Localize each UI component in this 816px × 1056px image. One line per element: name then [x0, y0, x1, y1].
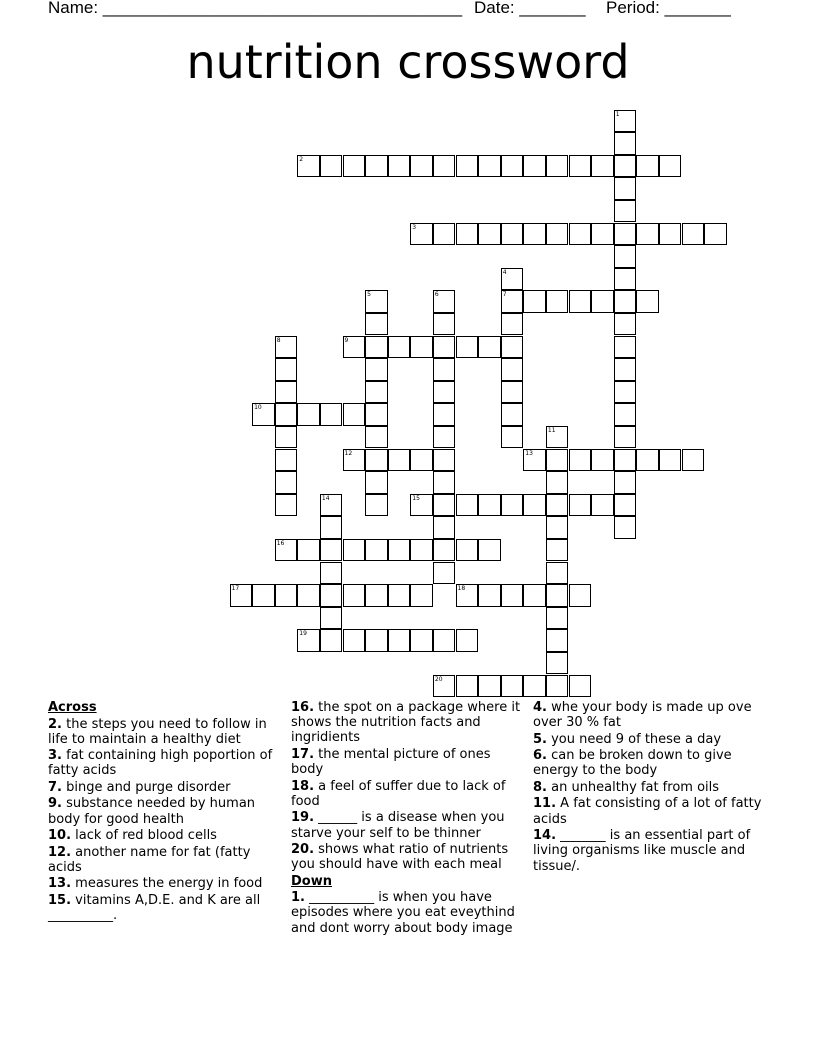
clue-number: 15. — [48, 892, 72, 908]
crossword-cell[interactable] — [591, 449, 614, 472]
crossword-cell[interactable] — [365, 403, 388, 426]
clue-text: you need 9 of these a day — [546, 731, 722, 747]
clue-text: the mental picture of ones body — [291, 746, 491, 778]
clue-item — [533, 748, 765, 778]
crossword-cell[interactable] — [275, 584, 298, 607]
crossword-cell[interactable] — [591, 290, 614, 313]
crossword-cell[interactable] — [433, 403, 456, 426]
crossword-cell[interactable] — [682, 449, 705, 472]
crossword-cell[interactable] — [614, 336, 637, 359]
crossword-cell[interactable] — [591, 155, 614, 178]
crossword-cell[interactable] — [569, 449, 592, 472]
crossword-cell[interactable] — [501, 358, 524, 381]
crossword-cell[interactable] — [410, 584, 433, 607]
crossword-cell[interactable] — [365, 336, 388, 359]
crossword-cell[interactable] — [365, 426, 388, 449]
crossword-cell[interactable] — [456, 336, 479, 359]
clue-number: 9. — [48, 796, 62, 812]
crossword-cell[interactable] — [275, 539, 298, 562]
crossword-cell[interactable] — [614, 449, 637, 472]
crossword-cell[interactable] — [478, 494, 501, 517]
crossword-cell[interactable] — [591, 223, 614, 246]
crossword-cell[interactable] — [433, 494, 456, 517]
clue-item — [48, 717, 280, 747]
crossword-cell[interactable] — [410, 494, 433, 517]
crossword-cell[interactable] — [388, 155, 411, 178]
clue-number: 8 — [276, 336, 281, 344]
crossword-cell[interactable] — [433, 290, 456, 313]
clue-number: 3 — [412, 223, 417, 231]
clue-number: 17. — [291, 746, 315, 762]
crossword-cell[interactable] — [252, 584, 275, 607]
clue-text: fat containing high poportion of fatty acids — [48, 748, 273, 779]
crossword-cell[interactable] — [456, 155, 479, 178]
crossword-cell[interactable] — [523, 494, 546, 517]
clue-number: 13 — [525, 449, 533, 457]
crossword-cell[interactable] — [388, 449, 411, 472]
clue-number: 8. — [533, 779, 547, 795]
crossword-cell[interactable] — [636, 290, 659, 313]
clue-text: another name for fat (fatty acids — [48, 844, 251, 875]
crossword-cell[interactable] — [659, 449, 682, 472]
crossword-cell[interactable] — [614, 110, 637, 133]
crossword-cell[interactable] — [659, 223, 682, 246]
crossword-cell[interactable] — [501, 223, 524, 246]
crossword-cell[interactable] — [456, 494, 479, 517]
crossword-cell[interactable] — [614, 494, 637, 517]
crossword-cell[interactable] — [569, 584, 592, 607]
clue-number: 4 — [502, 268, 507, 276]
crossword-cell[interactable] — [523, 449, 546, 472]
crossword-cell[interactable] — [501, 313, 524, 336]
crossword-cell[interactable] — [501, 426, 524, 449]
clue-text: an unhealthy fat from oils — [546, 779, 720, 795]
crossword-cell[interactable] — [569, 155, 592, 178]
crossword-cell[interactable] — [546, 516, 569, 539]
crossword-cell[interactable] — [704, 223, 727, 246]
clue-number: 1. — [291, 890, 305, 906]
clue-number: 13. — [48, 876, 72, 892]
clue-item — [48, 893, 280, 923]
clue-item — [48, 845, 280, 875]
crossword-cell[interactable] — [456, 584, 479, 607]
clue-number: 11. — [533, 796, 557, 812]
clue-number: 14 — [321, 494, 330, 502]
clue-item — [533, 828, 765, 874]
clue-text: the steps you need to follow in life to maintain a healthy diet — [48, 716, 267, 747]
crossword-cell[interactable] — [546, 539, 569, 562]
clue-text: A fat consisting of a lot of fatty acids — [533, 796, 762, 827]
clues-column-3 — [533, 700, 765, 875]
crossword-cell[interactable] — [456, 629, 479, 652]
clue-item — [291, 747, 523, 777]
clue-text: substance needed by human body for good health — [48, 796, 256, 827]
crossword-cell[interactable] — [614, 200, 637, 223]
clue-item — [291, 890, 523, 936]
crossword-cell[interactable] — [569, 223, 592, 246]
crossword-cell[interactable] — [320, 539, 343, 562]
down-heading: Down — [291, 873, 332, 889]
crossword-cell[interactable] — [546, 290, 569, 313]
crossword-cell[interactable] — [546, 562, 569, 585]
crossword-cell[interactable] — [546, 223, 569, 246]
clues-column-2 — [291, 700, 523, 937]
crossword-cell[interactable] — [501, 381, 524, 404]
crossword-cell[interactable] — [320, 494, 343, 517]
crossword-cell[interactable] — [433, 381, 456, 404]
clue-item — [291, 842, 523, 872]
crossword-cell[interactable] — [343, 584, 366, 607]
crossword-cell[interactable] — [523, 290, 546, 313]
crossword-cell[interactable] — [659, 155, 682, 178]
clues-column-1 — [48, 700, 280, 925]
crossword-cell[interactable] — [546, 494, 569, 517]
crossword-cell[interactable] — [320, 155, 343, 178]
crossword-cell[interactable] — [343, 155, 366, 178]
crossword-cell[interactable] — [614, 313, 637, 336]
crossword-cell[interactable] — [614, 403, 637, 426]
crossword-cell[interactable] — [433, 675, 456, 698]
clue-item — [291, 779, 523, 809]
crossword-cell[interactable] — [343, 336, 366, 359]
crossword-cell[interactable] — [614, 268, 637, 291]
crossword-cell[interactable] — [501, 584, 524, 607]
crossword-cell[interactable] — [410, 449, 433, 472]
crossword-cell[interactable] — [365, 358, 388, 381]
crossword-cell[interactable] — [343, 449, 366, 472]
crossword-cell[interactable] — [614, 471, 637, 494]
clue-item — [291, 700, 523, 746]
crossword-cell[interactable] — [614, 155, 637, 178]
clue-number: 2. — [48, 716, 62, 732]
crossword-cell[interactable] — [433, 539, 456, 562]
crossword-cell[interactable] — [501, 336, 524, 359]
clue-number: 3. — [48, 748, 62, 764]
crossword-cell[interactable] — [433, 223, 456, 246]
clue-item — [48, 780, 280, 795]
crossword-cell[interactable] — [388, 629, 411, 652]
crossword-cell[interactable] — [614, 245, 637, 268]
crossword-cell[interactable] — [546, 584, 569, 607]
clue-item — [48, 796, 280, 826]
crossword-cell[interactable] — [682, 223, 705, 246]
crossword-cell[interactable] — [275, 449, 298, 472]
clue-text: can be broken down to give energy to the body — [533, 748, 732, 779]
crossword-cell[interactable] — [478, 223, 501, 246]
crossword-cell[interactable] — [614, 223, 637, 246]
crossword-cell[interactable] — [523, 223, 546, 246]
crossword-cell[interactable] — [523, 675, 546, 698]
crossword-cell[interactable] — [546, 652, 569, 675]
clue-text: lack of red blood cells — [71, 828, 217, 844]
clue-text: the spot on a package where it shows the nutrition facts and ingridients — [291, 700, 521, 746]
clue-number: 6 — [434, 291, 439, 299]
clue-number: 9 — [344, 336, 349, 344]
crossword-cell[interactable] — [365, 494, 388, 517]
clue-text: _______ is an essential part of living organisms like muscle and tissue/. — [533, 828, 751, 874]
crossword-cell[interactable] — [614, 381, 637, 404]
clue-number: 6. — [533, 748, 547, 764]
clue-number: 17 — [231, 585, 240, 593]
clue-number: 7. — [48, 779, 62, 795]
period-field-label: Period: _______ — [606, 0, 731, 17]
crossword-cell[interactable] — [614, 177, 637, 200]
crossword-cell[interactable] — [433, 336, 456, 359]
clue-number: 20 — [434, 675, 443, 683]
page-title: nutrition crossword — [186, 35, 630, 89]
crossword-cell[interactable] — [365, 471, 388, 494]
clue-number: 1 — [615, 110, 620, 118]
clue-item — [533, 700, 765, 730]
clue-text: vitamins A,D.E. and K are all __________. — [48, 892, 261, 924]
clue-text: a feel of suffer due to lack of food — [291, 778, 506, 809]
crossword-cell[interactable] — [320, 562, 343, 585]
crossword-cell[interactable] — [320, 607, 343, 630]
crossword-cell[interactable] — [275, 494, 298, 517]
crossword-cell[interactable] — [343, 403, 366, 426]
crossword-cell[interactable] — [297, 629, 320, 652]
crossword-cell[interactable] — [410, 223, 433, 246]
clue-item — [48, 828, 280, 843]
clue-item — [48, 876, 280, 891]
clue-text: whe your body is made up ove over 30 % fat — [533, 700, 752, 731]
crossword-cell[interactable] — [614, 358, 637, 381]
clue-number: 19. — [291, 810, 315, 826]
crossword-cell[interactable] — [433, 358, 456, 381]
crossword-cell[interactable] — [343, 539, 366, 562]
clue-number: 19 — [299, 630, 307, 638]
crossword-cell[interactable] — [478, 675, 501, 698]
crossword-cell[interactable] — [636, 449, 659, 472]
clue-number: 14. — [533, 828, 557, 844]
clue-number: 12 — [344, 449, 353, 457]
crossword-cell[interactable] — [388, 336, 411, 359]
crossword-cell[interactable] — [546, 675, 569, 698]
crossword-cell[interactable] — [365, 313, 388, 336]
crossword-cell[interactable] — [546, 449, 569, 472]
crossword-cell[interactable] — [252, 403, 275, 426]
crossword-cell[interactable] — [523, 584, 546, 607]
crossword-cell[interactable] — [433, 562, 456, 585]
crossword-cell[interactable] — [410, 539, 433, 562]
crossword-cell[interactable] — [320, 403, 343, 426]
crossword-cell[interactable] — [456, 539, 479, 562]
crossword-cell[interactable] — [297, 403, 320, 426]
crossword-cell[interactable] — [410, 155, 433, 178]
crossword-cell[interactable] — [614, 132, 637, 155]
date-field-label: Date: _______ — [474, 0, 586, 17]
crossword-cell[interactable] — [636, 223, 659, 246]
crossword-cell[interactable] — [365, 449, 388, 472]
clue-text: measures the energy in food — [71, 876, 263, 892]
clue-number: 15 — [412, 494, 420, 502]
crossword-cell[interactable] — [297, 539, 320, 562]
crossword-cell[interactable] — [365, 629, 388, 652]
clue-item — [533, 780, 765, 795]
clue-number: 20. — [291, 842, 315, 858]
clue-number: 7 — [502, 291, 507, 299]
clue-number: 11 — [547, 426, 556, 434]
crossword-cell[interactable] — [501, 268, 524, 291]
crossword-cell[interactable] — [320, 629, 343, 652]
crossword-cell[interactable] — [614, 426, 637, 449]
crossword-cell[interactable] — [478, 584, 501, 607]
name-field-label: Name: ______________________________________ — [48, 0, 463, 17]
crossword-cell[interactable] — [275, 426, 298, 449]
crossword-cell[interactable] — [569, 675, 592, 698]
crossword-cell[interactable] — [478, 539, 501, 562]
clue-number: 2 — [299, 155, 304, 163]
crossword-cell[interactable] — [320, 584, 343, 607]
crossword-cell[interactable] — [501, 155, 524, 178]
crossword-cell[interactable] — [365, 381, 388, 404]
clue-text: __________ is when you have episodes where you eat eveythind and dont worry about body image — [291, 890, 515, 936]
clue-number: 12. — [48, 844, 72, 860]
crossword-cell[interactable] — [433, 449, 456, 472]
crossword-cell[interactable] — [343, 629, 366, 652]
clue-number: 5 — [367, 291, 371, 299]
crossword-cell[interactable] — [478, 336, 501, 359]
crossword-cell[interactable] — [365, 155, 388, 178]
crossword-cell[interactable] — [523, 155, 546, 178]
clue-number: 10. — [48, 828, 72, 844]
clue-number: 4. — [533, 700, 547, 715]
clue-number: 18 — [457, 585, 466, 593]
crossword-cell[interactable] — [275, 336, 298, 359]
clue-number: 10 — [254, 404, 262, 412]
crossword-cell[interactable] — [456, 223, 479, 246]
crossword-cell[interactable] — [433, 471, 456, 494]
crossword-cell[interactable] — [501, 494, 524, 517]
crossword-cell[interactable] — [636, 155, 659, 178]
crossword-cell[interactable] — [546, 155, 569, 178]
crossword-cell[interactable] — [569, 494, 592, 517]
clue-number: 16 — [276, 539, 285, 547]
across-heading: Across — [48, 700, 97, 715]
crossword-cell[interactable] — [546, 426, 569, 449]
crossword-cell[interactable] — [569, 290, 592, 313]
crossword-cell[interactable] — [501, 290, 524, 313]
clue-number: 5. — [533, 731, 547, 747]
crossword-cell[interactable] — [433, 516, 456, 539]
crossword-cell[interactable] — [297, 155, 320, 178]
crossword-cell[interactable] — [433, 629, 456, 652]
crossword-cell[interactable] — [591, 494, 614, 517]
crossword-cell[interactable] — [478, 155, 501, 178]
crossword-cell[interactable] — [275, 358, 298, 381]
crossword-cell[interactable] — [456, 675, 479, 698]
clue-item — [533, 732, 765, 747]
clue-text: shows what ratio of nutrients you should have with each meal — [291, 842, 509, 873]
crossword-cell[interactable] — [388, 539, 411, 562]
crossword-cell[interactable] — [501, 403, 524, 426]
crossword-cell[interactable] — [614, 290, 637, 313]
crossword-cell[interactable] — [275, 403, 298, 426]
crossword-cell[interactable] — [501, 675, 524, 698]
clue-item — [48, 748, 280, 778]
crossword-cell[interactable] — [546, 629, 569, 652]
crossword-cell[interactable] — [297, 584, 320, 607]
crossword-cell[interactable] — [275, 381, 298, 404]
crossword-cell[interactable] — [546, 471, 569, 494]
crossword-cell[interactable] — [365, 584, 388, 607]
crossword-cell[interactable] — [433, 155, 456, 178]
clue-item — [533, 796, 765, 826]
clue-number: 16. — [291, 700, 315, 715]
clue-text: binge and purge disorder — [61, 779, 231, 795]
clue-text: ______ is a disease when you starve your self to be thinner — [291, 810, 505, 841]
crossword-cell[interactable] — [320, 516, 343, 539]
crossword-cell[interactable] — [365, 539, 388, 562]
crossword-cell[interactable] — [275, 471, 298, 494]
crossword-cell[interactable] — [230, 584, 253, 607]
crossword-cell[interactable] — [365, 290, 388, 313]
crossword-cell[interactable] — [410, 336, 433, 359]
clue-item — [291, 810, 523, 840]
crossword-cell[interactable] — [433, 313, 456, 336]
crossword-cell[interactable] — [388, 584, 411, 607]
crossword-cell[interactable] — [614, 516, 637, 539]
crossword-cell[interactable] — [546, 607, 569, 630]
crossword-cell[interactable] — [433, 426, 456, 449]
crossword-cell[interactable] — [410, 629, 433, 652]
clue-number: 18. — [291, 778, 315, 794]
